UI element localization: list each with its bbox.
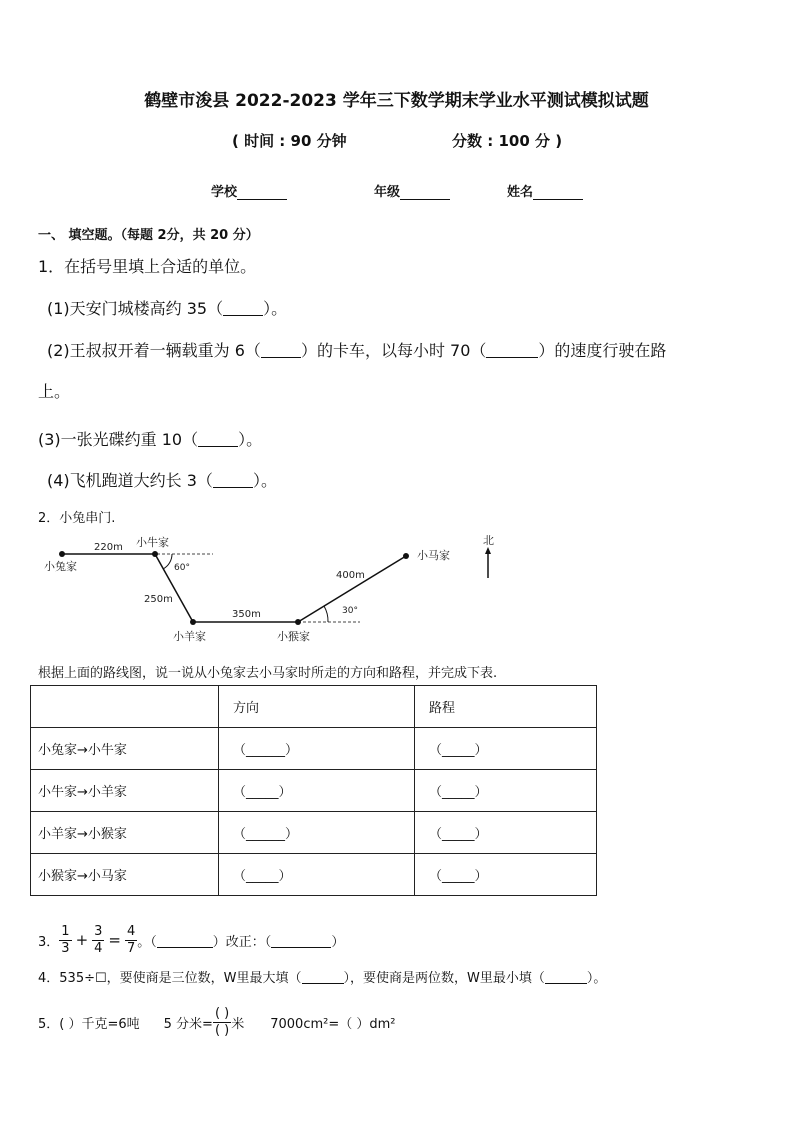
label-rabbit-home: 小兔家 [44, 560, 77, 573]
q5-text-d: 7000cm²=（ ）dm² [270, 1016, 396, 1032]
table-header-row [31, 686, 597, 728]
q1-part4-text: (4)飞机跑道大约长 3（ [47, 471, 213, 490]
q3-line [38, 920, 344, 960]
route-table [30, 685, 597, 896]
q4-blank-2[interactable] [545, 969, 587, 984]
school-blank[interactable] [237, 185, 287, 200]
q3-number: 3． [38, 934, 60, 950]
grade-blank[interactable] [400, 185, 450, 200]
q5-line [38, 1000, 396, 1044]
rabbit-node [59, 551, 65, 557]
grade-field [374, 181, 450, 200]
q3-text-a: 。（ [137, 934, 157, 950]
name-field [507, 181, 583, 200]
q1-part4 [47, 468, 277, 491]
fraction-denominator: 3 [61, 940, 70, 956]
q4-text-a: 4．535÷☐，要使商是三位数，W里最大填（ [38, 971, 302, 986]
label-sheep-home: 小羊家 [173, 630, 206, 643]
angle-arc-30 [324, 606, 328, 622]
label-cow-home: 小牛家 [136, 536, 169, 549]
q3-correction-blank[interactable] [271, 933, 331, 948]
label-angle-30: 30° [342, 606, 358, 616]
q1-part3 [38, 427, 262, 450]
equals-sign: = [108, 931, 121, 949]
north-arrow-icon [485, 547, 491, 554]
name-label: 姓名 [507, 185, 534, 200]
route-map [30, 528, 510, 653]
q1-part1-text: (1)天安门城楼高约 35（ [47, 299, 224, 318]
table-cell-direction-blank[interactable]: （_____） [219, 854, 415, 896]
table-cell-segment: 小猴家→小马家 [31, 854, 219, 896]
label-north: 北 [483, 534, 494, 547]
q1-part1-blank[interactable] [223, 301, 263, 316]
fraction-numerator-blank[interactable]: ( ) [214, 1005, 230, 1021]
q1-part2-blank-1[interactable] [261, 343, 301, 358]
label-distance-250: 250m [144, 594, 173, 605]
table-header-cell [31, 686, 219, 728]
horse-node [403, 553, 409, 559]
table-cell-distance-blank[interactable]: （_____） [415, 728, 597, 770]
q5-fraction [213, 1006, 231, 1039]
cow-node [152, 551, 158, 557]
q1-part2-text-a: (2)王叔叔开着一辆载重为 6（ [47, 341, 261, 360]
table-cell-segment: 小羊家→小猴家 [31, 812, 219, 854]
school-label: 学校 [211, 185, 238, 200]
name-blank[interactable] [533, 185, 583, 200]
table-cell-distance-blank[interactable]: （_____） [415, 770, 597, 812]
fraction-denominator: 7 [127, 940, 136, 956]
fraction-numerator: 4 [127, 923, 136, 939]
monkey-node [295, 619, 301, 625]
table-header-distance: 路程 [415, 686, 597, 728]
q4-line [38, 967, 606, 986]
table-row [31, 728, 597, 770]
section-heading: 一、 填空题。（每题 2分，共 20 分） [38, 228, 259, 243]
label-distance-400: 400m [336, 570, 365, 581]
table-row [31, 770, 597, 812]
q1-part2-blank-2[interactable] [486, 343, 538, 358]
page-title: 鹤壁市浚县 2022-2023 学年三下数学期末学业水平测试模拟试题 [144, 91, 649, 111]
school-field [211, 181, 287, 200]
label-horse-home: 小马家 [417, 549, 450, 562]
q1-part1 [47, 296, 287, 319]
q3-text-c: ） [331, 934, 345, 950]
q4-blank-1[interactable] [302, 969, 344, 984]
table-cell-distance-blank[interactable]: （_____） [415, 812, 597, 854]
q1-part3-text: (3)一张光碟约重 10（ [38, 430, 199, 449]
q3-judge-blank[interactable] [157, 933, 213, 948]
q1-part4-end: ）。 [252, 471, 277, 490]
q1-part4-blank[interactable] [213, 473, 253, 488]
q1-part1-end: ）。 [263, 299, 288, 318]
label-distance-220: 220m [94, 542, 123, 553]
fraction-denominator: 4 [94, 940, 103, 956]
table-row [31, 812, 597, 854]
q1-part2-text-b: ）的卡车，以每小时 70（ [300, 341, 487, 360]
q5-text-c: 米 [231, 1016, 245, 1032]
exam-score: 分数 : 100 分 ) [452, 132, 563, 150]
table-cell-segment: 小牛家→小羊家 [31, 770, 219, 812]
q2-instruction: 根据上面的路线图，说一说从小兔家去小马家时所走的方向和路程，并完成下表. [38, 666, 498, 681]
table-cell-direction-blank[interactable]: （_____） [219, 770, 415, 812]
table-cell-segment: 小兔家→小牛家 [31, 728, 219, 770]
table-header-direction: 方向 [219, 686, 415, 728]
q3-fraction-2 [92, 924, 104, 957]
sheep-node [190, 619, 196, 625]
q3-text-b: ）改正：（ [212, 934, 272, 950]
table-cell-distance-blank[interactable]: （_____） [415, 854, 597, 896]
fraction-numerator: 1 [61, 923, 70, 939]
table-cell-direction-blank[interactable]: （______） [219, 812, 415, 854]
q1-part2-cont: 上。 [38, 382, 71, 401]
q1-part3-blank[interactable] [198, 432, 238, 447]
label-distance-350: 350m [232, 609, 261, 620]
table-row [31, 854, 597, 896]
plus-sign: + [75, 931, 89, 949]
exam-time: ( 时间 : 90 分钟 [232, 132, 347, 150]
q3-fraction-1 [59, 924, 71, 957]
fraction-denominator-blank[interactable]: ( ) [214, 1022, 230, 1038]
q2-stem: 2．小兔串门. [38, 511, 116, 526]
grade-label: 年级 [374, 185, 401, 200]
table-cell-direction-blank[interactable]: （______） [219, 728, 415, 770]
q1-part2-text-c: ）的速度行驶在路 [538, 341, 667, 360]
label-angle-60: 60° [174, 563, 190, 573]
q4-text-c: ）。 [586, 971, 607, 986]
q1-stem: 1．在括号里填上合适的单位。 [38, 257, 257, 276]
fraction-numerator: 3 [94, 923, 103, 939]
q1-part2 [47, 338, 666, 361]
q5-text-b: 5 分米= [163, 1016, 213, 1032]
q5-text-a: 5．( ）千克=6吨 [38, 1016, 140, 1032]
q4-text-b: ），要使商是两位数，W里最小填（ [343, 971, 545, 986]
q3-fraction-3 [125, 924, 137, 957]
angle-arc-60 [163, 554, 172, 569]
q1-part3-end: ）。 [238, 430, 263, 449]
label-monkey-home: 小猴家 [277, 630, 310, 643]
